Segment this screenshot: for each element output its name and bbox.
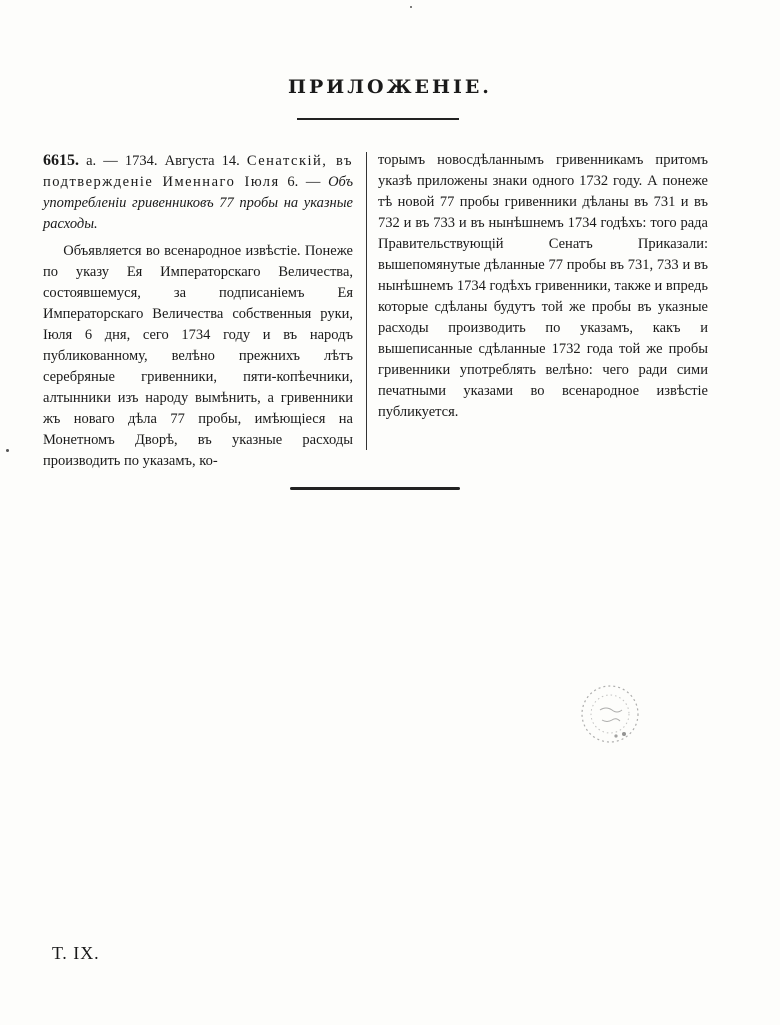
body-text-right: торымъ новосдѣланнымъ гривенникамъ притомъ указѣ приложены знаки одного 1732 году. А понеже тѣ новой 77 пробы гривенники дѣланы въ 731 и въ 732 и въ 733 и въ нынѣшнемъ 1734 годѣхъ: того рада Правительствующій Сенатъ Приказали: вышепомянутые дѣланные 77 пробы въ 731, 733 и въ нынѣшнемъ 1734 годѣхъ гривенники, также и впредь которые сдѣланы будутъ той же пробы въ указные расходы производить по указамъ, какъ и вышеписанные сдѣланные 1732 года той же пробы гривенники употреблять велѣно: чего ради сими печатными указами во всенародное извѣстіе публикуется. xyxy=(378,152,708,420)
page-speck xyxy=(410,6,412,8)
heading-rule xyxy=(297,118,459,120)
library-stamp-icon xyxy=(572,676,652,760)
entry-title: Объ употребленіи гривенниковъ 77 пробы на указные расходы. xyxy=(43,174,354,232)
entry-header xyxy=(43,150,353,235)
entry-number: 6615. xyxy=(43,152,79,169)
entry-source: Сенатскій, въ подтвержденіе Именнаго Іюля xyxy=(43,153,353,190)
right-column xyxy=(378,150,708,423)
volume-signature: Т. IX. xyxy=(52,943,100,963)
closing-rule xyxy=(290,487,460,490)
page-speck xyxy=(6,449,9,452)
entry-date-tail: 6. — xyxy=(279,174,329,190)
column-divider xyxy=(366,152,367,450)
page-heading: ПРИЛОЖЕНІЕ. xyxy=(288,76,492,98)
entry-date: а. — 1734. Августа 14. xyxy=(79,153,247,169)
left-column xyxy=(43,150,353,472)
body-text-left: Объявляется во всенародное извѣстіе. Понеже по указу Ея Императорскаго Величества, состоявшемуся, за подписаніемъ Ея Императорскаго Величества собственныя руки, Іюля 6 дня, сего 1734 году и въ народъ публикованному, велѣно прежнихъ лѣтъ серебряные гривенники, пяти-копѣечники, алтынники изъ народу вымѣнить, а гривенники жъ новаго дѣла 77 пробы, имѣющіеся на Монетномъ Дворѣ, въ указные расходы производить по указамъ, ко- xyxy=(43,243,353,469)
